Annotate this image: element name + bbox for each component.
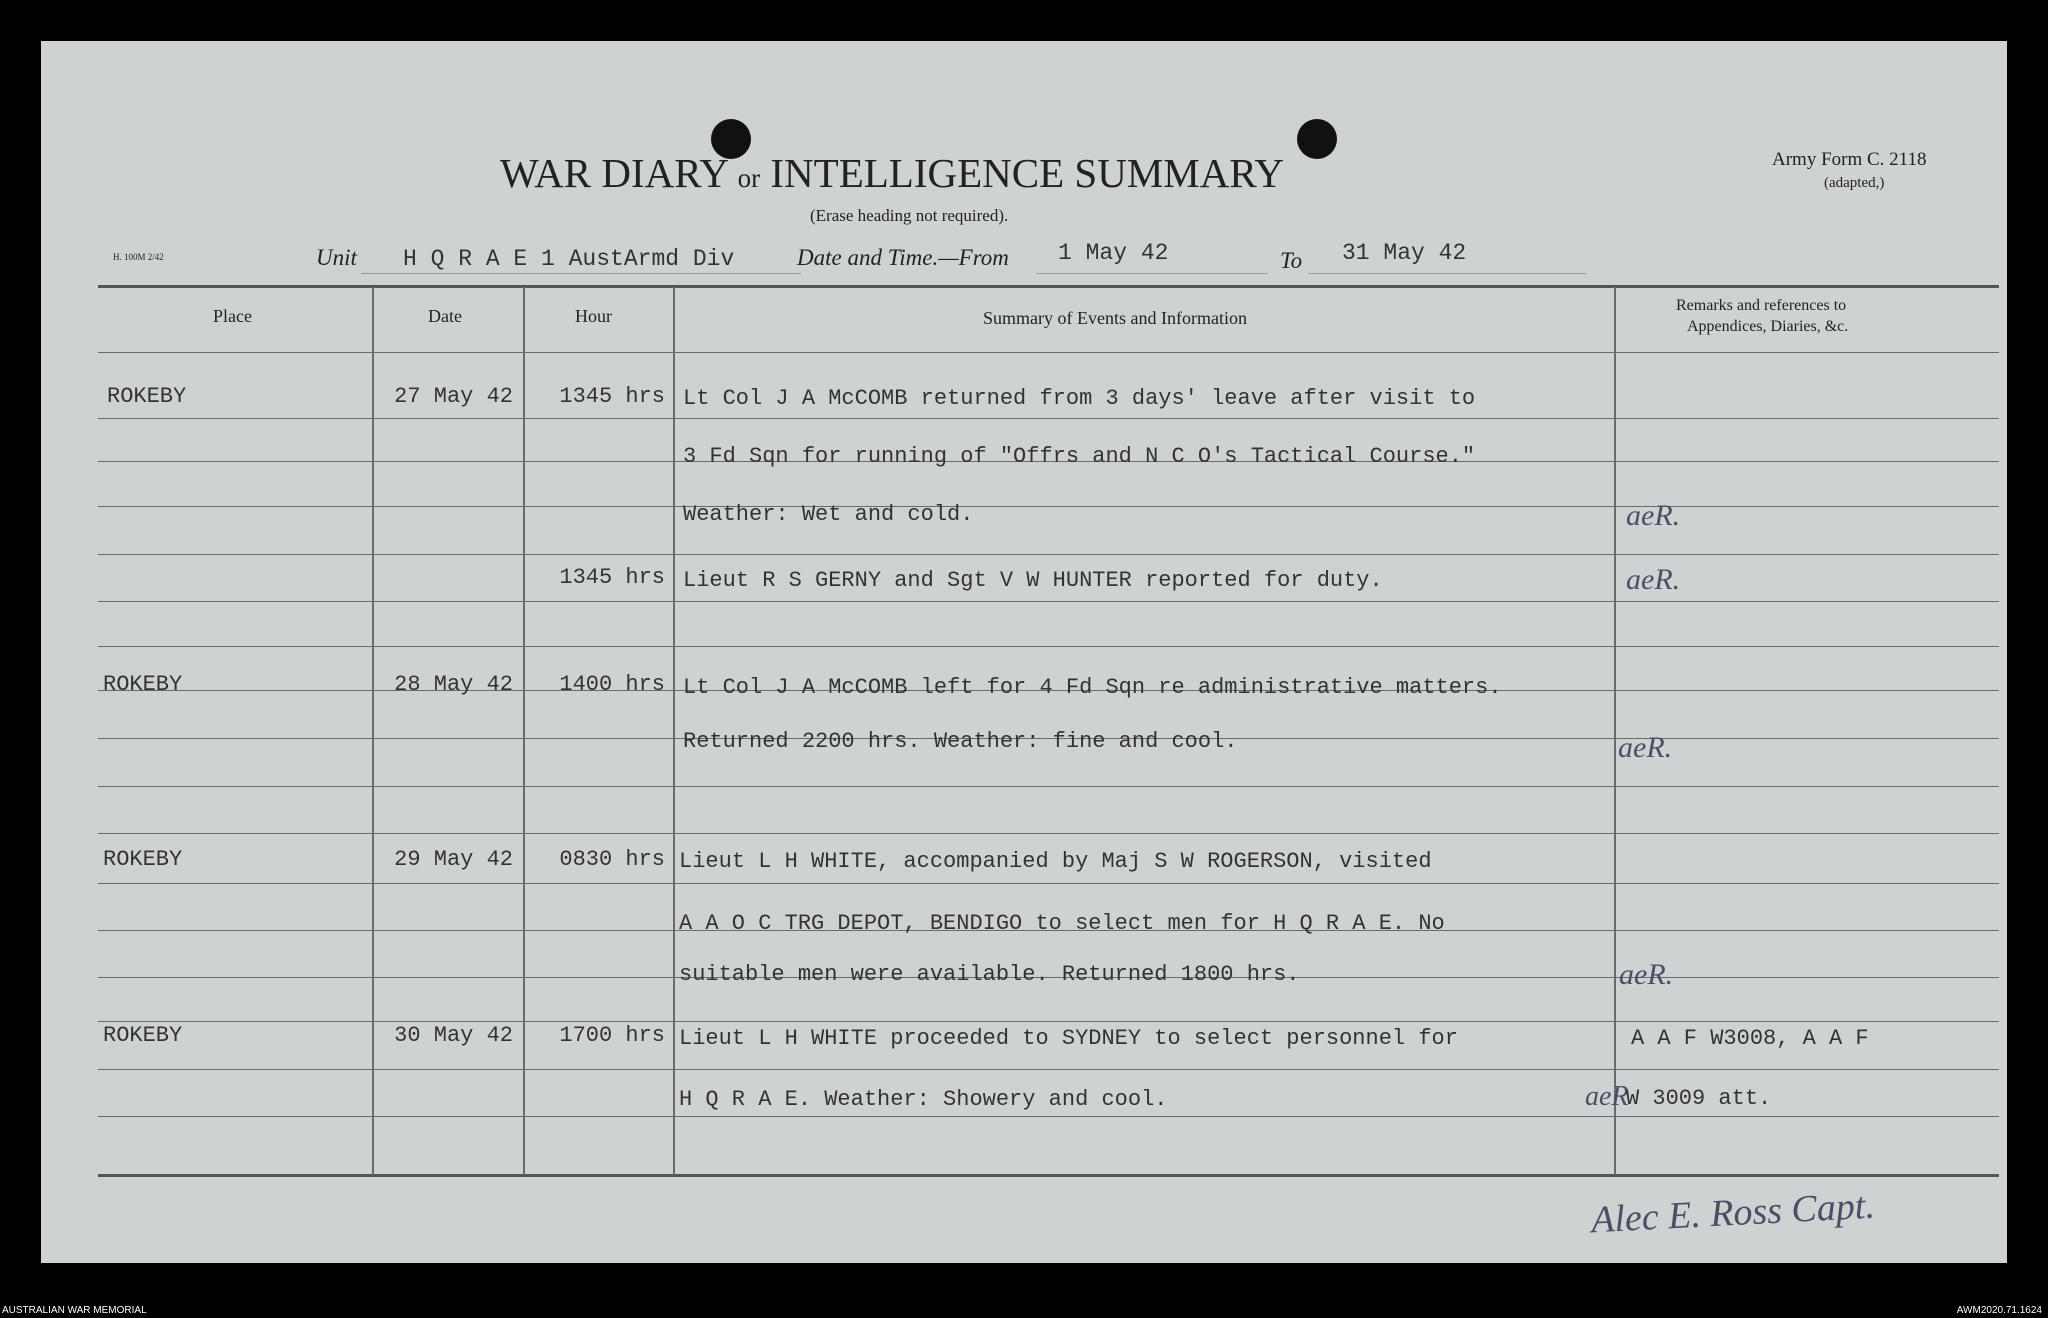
row-rule	[98, 601, 1999, 602]
unit-value: H Q R A E 1 AustArmd Div	[403, 246, 735, 272]
from-date: 1 May 42	[1058, 240, 1169, 266]
entry-text: Returned 2200 hrs. Weather: fine and cool.	[683, 729, 1238, 754]
col-header-summary: Summary of Events and Information	[983, 308, 1247, 328]
footer-accession-number: AWM2020.71.1624	[1956, 1305, 2042, 1316]
subtitle: (Erase heading not required).	[810, 206, 1009, 225]
entry-date: 28 May 42	[394, 672, 513, 697]
adapted-label: (adapted,)	[1824, 175, 1885, 191]
initials-mark: aeR.	[1626, 499, 1681, 532]
header-row-rule	[98, 352, 1999, 353]
entry-text: Lieut L H WHITE, accompanied by Maj S W ROGERSON, visited	[679, 849, 1432, 874]
entry-date: 30 May 42	[394, 1023, 513, 1048]
to-date: 31 May 42	[1342, 240, 1467, 266]
entry-hour: 0830 hrs	[559, 847, 665, 872]
date-time-label: Date and Time.—From	[797, 245, 1009, 270]
entry-hour: 1345 hrs	[559, 565, 665, 590]
entry-place: ROKEBY	[103, 1023, 183, 1048]
title-part2: INTELLIGENCE SUMMARY	[770, 150, 1285, 196]
to-label: To	[1280, 248, 1303, 273]
initials-mark: aeR.	[1618, 731, 1673, 764]
entry-hour: 1345 hrs	[559, 384, 665, 409]
row-rule	[98, 786, 1999, 787]
unit-label: Unit	[316, 245, 357, 270]
entry-date: 29 May 42	[394, 847, 513, 872]
entry-text: H Q R A E. Weather: Showery and cool.	[679, 1087, 1168, 1112]
table-top-rule	[98, 285, 1999, 288]
print-code: H. 100M 2/42	[113, 252, 164, 262]
diary-sheet	[41, 41, 2007, 1263]
col-header-remarks: Remarks and references to	[1676, 297, 1847, 314]
row-rule	[98, 833, 1999, 834]
remark-reference: A A F W3008, A A F	[1631, 1026, 1869, 1051]
entry-place: ROKEBY	[107, 384, 187, 409]
entry-text: Lieut R S GERNY and Sgt V W HUNTER reported for duty.	[683, 568, 1383, 593]
from-underline	[1036, 273, 1268, 274]
row-rule	[98, 883, 1999, 884]
entry-text: A A O C TRG DEPOT, BENDIGO to select men for H Q R A E. No	[679, 911, 1445, 936]
entry-text: Lieut L H WHITE proceeded to SYDNEY to select personnel for	[679, 1026, 1458, 1051]
row-rule	[98, 1069, 1999, 1070]
col-header-place: Place	[213, 306, 252, 326]
col-divider	[1614, 287, 1616, 1175]
entry-hour: 1400 hrs	[559, 672, 665, 697]
entry-text: Lt Col J A McCOMB returned from 3 days' leave after visit to	[683, 386, 1476, 411]
initials-mark: aeR.	[1619, 958, 1674, 991]
entry-text: Lt Col J A McCOMB left for 4 Fd Sqn re administrative matters.	[683, 675, 1502, 700]
footer-archive-label: AUSTRALIAN WAR MEMORIAL	[2, 1305, 147, 1316]
table-bottom-rule	[98, 1174, 1999, 1177]
col-header-remarks: Appendices, Diaries, &c.	[1687, 318, 1849, 335]
entry-text: suitable men were available. Returned 1800 hrs.	[679, 962, 1300, 987]
unit-underline	[361, 273, 801, 274]
row-rule	[98, 646, 1999, 647]
col-header-hour: Hour	[575, 306, 612, 326]
title-part1: WAR DIARY	[500, 150, 728, 196]
entry-hour: 1700 hrs	[559, 1023, 665, 1048]
row-rule	[98, 1116, 1999, 1117]
army-form-label: Army Form C. 2118	[1772, 149, 1927, 170]
signature: Alec E. Ross Capt.	[1590, 1184, 1876, 1242]
row-rule	[98, 1021, 1999, 1022]
to-underline	[1308, 273, 1586, 274]
initials-mark: aeR.	[1626, 563, 1681, 596]
entry-date: 27 May 42	[394, 384, 513, 409]
page-title	[500, 149, 1284, 197]
row-rule	[98, 554, 1999, 555]
initials-mark: aeR	[1585, 1081, 1629, 1112]
entry-text: Weather: Wet and cold.	[683, 502, 974, 527]
punch-hole	[1297, 119, 1337, 159]
remark-reference: W 3009 att.	[1626, 1086, 1772, 1111]
col-divider	[673, 287, 675, 1175]
title-or: or	[737, 163, 761, 193]
entry-place: ROKEBY	[103, 672, 183, 697]
entry-place: ROKEBY	[103, 847, 183, 872]
entry-text: 3 Fd Sqn for running of "Offrs and N C O's Tactical Course."	[683, 444, 1476, 469]
row-rule	[98, 418, 1999, 419]
row-rule	[98, 506, 1999, 507]
col-header-date: Date	[428, 306, 462, 326]
